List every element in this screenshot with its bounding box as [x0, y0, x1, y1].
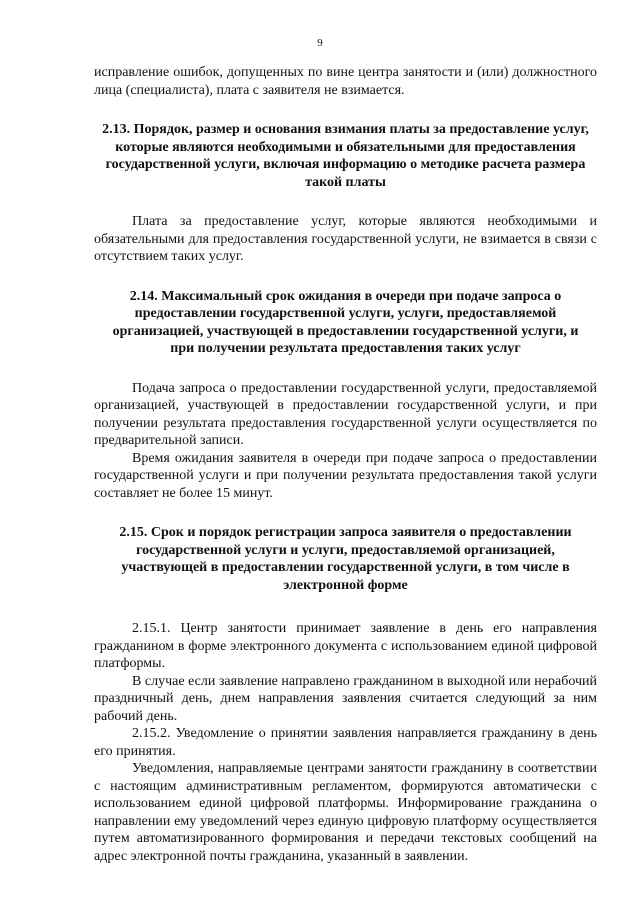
paragraph-2-15-1: 2.15.1. Центр занятости принимает заявление в день его направления гражданином в форме электронного документа с использованием единой цифровой платформы. — [94, 621, 597, 671]
section-heading-2-13: 2.13. Порядок, размер и основания взимания платы за предоставление услуг, которые являются необходимыми и обязательными для предоставления государственной услуги, включая информацию о методике расчета размера такой платы — [102, 122, 589, 190]
section-heading-2-14: 2.14. Максимальный срок ожидания в очереди при подаче запроса о предоставлении государственной услуги, услуги, предоставляемой организацией, участвующей в предоставлении государственной услуги, и при получении результата предоставления таких услуг — [112, 288, 579, 356]
paragraph-2-14-b: Время ожидания заявителя в очереди при подаче запроса о предоставлении государственной услуги и при получении результата предоставления такой услуги составляет не более 15 минут. — [94, 450, 597, 501]
paragraph-2-15-2: 2.15.2. Уведомление о принятии заявления направляется гражданину в день его принятия. — [94, 726, 597, 759]
paragraph-2-13: Плата за предоставление услуг, которые являются необходимыми и обязательными для предоставления государственной услуги, не взимается в связи с отсутствием таких услуг. — [94, 214, 597, 264]
paragraph-2-15-2-b: Уведомления, направляемые центрами занятости гражданину в соответствии с настоящим административным регламентом, формируются автоматически с использованием единой цифровой платформы. Информирование гражданина о направлении ему уведомлений через единую цифровую платформу осуществляется путем автоматизированного формирования и передачи текстовых сообщений на адрес электронной почты гражданина, указанный в заявлении. — [94, 761, 597, 864]
page-number: 9 — [317, 37, 323, 49]
paragraph-continuation: исправление ошибок, допущенных по вине центра занятости и (или) должностного лица (специалиста), плата с заявителя не взимается. — [94, 65, 597, 98]
document-body — [94, 64, 597, 865]
paragraph-2-14-a: Подача запроса о предоставлении государственной услуги, предоставляемой организацией, участвующей в предоставлении государственной услуги, и при получении результата предоставления государственной услуги осуществляется по предварительной записи. — [94, 380, 597, 448]
paragraph-2-15-1-b: В случае если заявление направлено гражданином в выходной или нерабочий праздничный день, днем направления заявления считается следующий за ним рабочий день. — [94, 673, 597, 724]
section-heading-2-15: 2.15. Срок и порядок регистрации запроса заявителя о предоставлении государственной услуги и услуги, предоставляемой организацией, участвующей в предоставлении государственной услуги, в том числе в электронной форме — [119, 525, 572, 593]
